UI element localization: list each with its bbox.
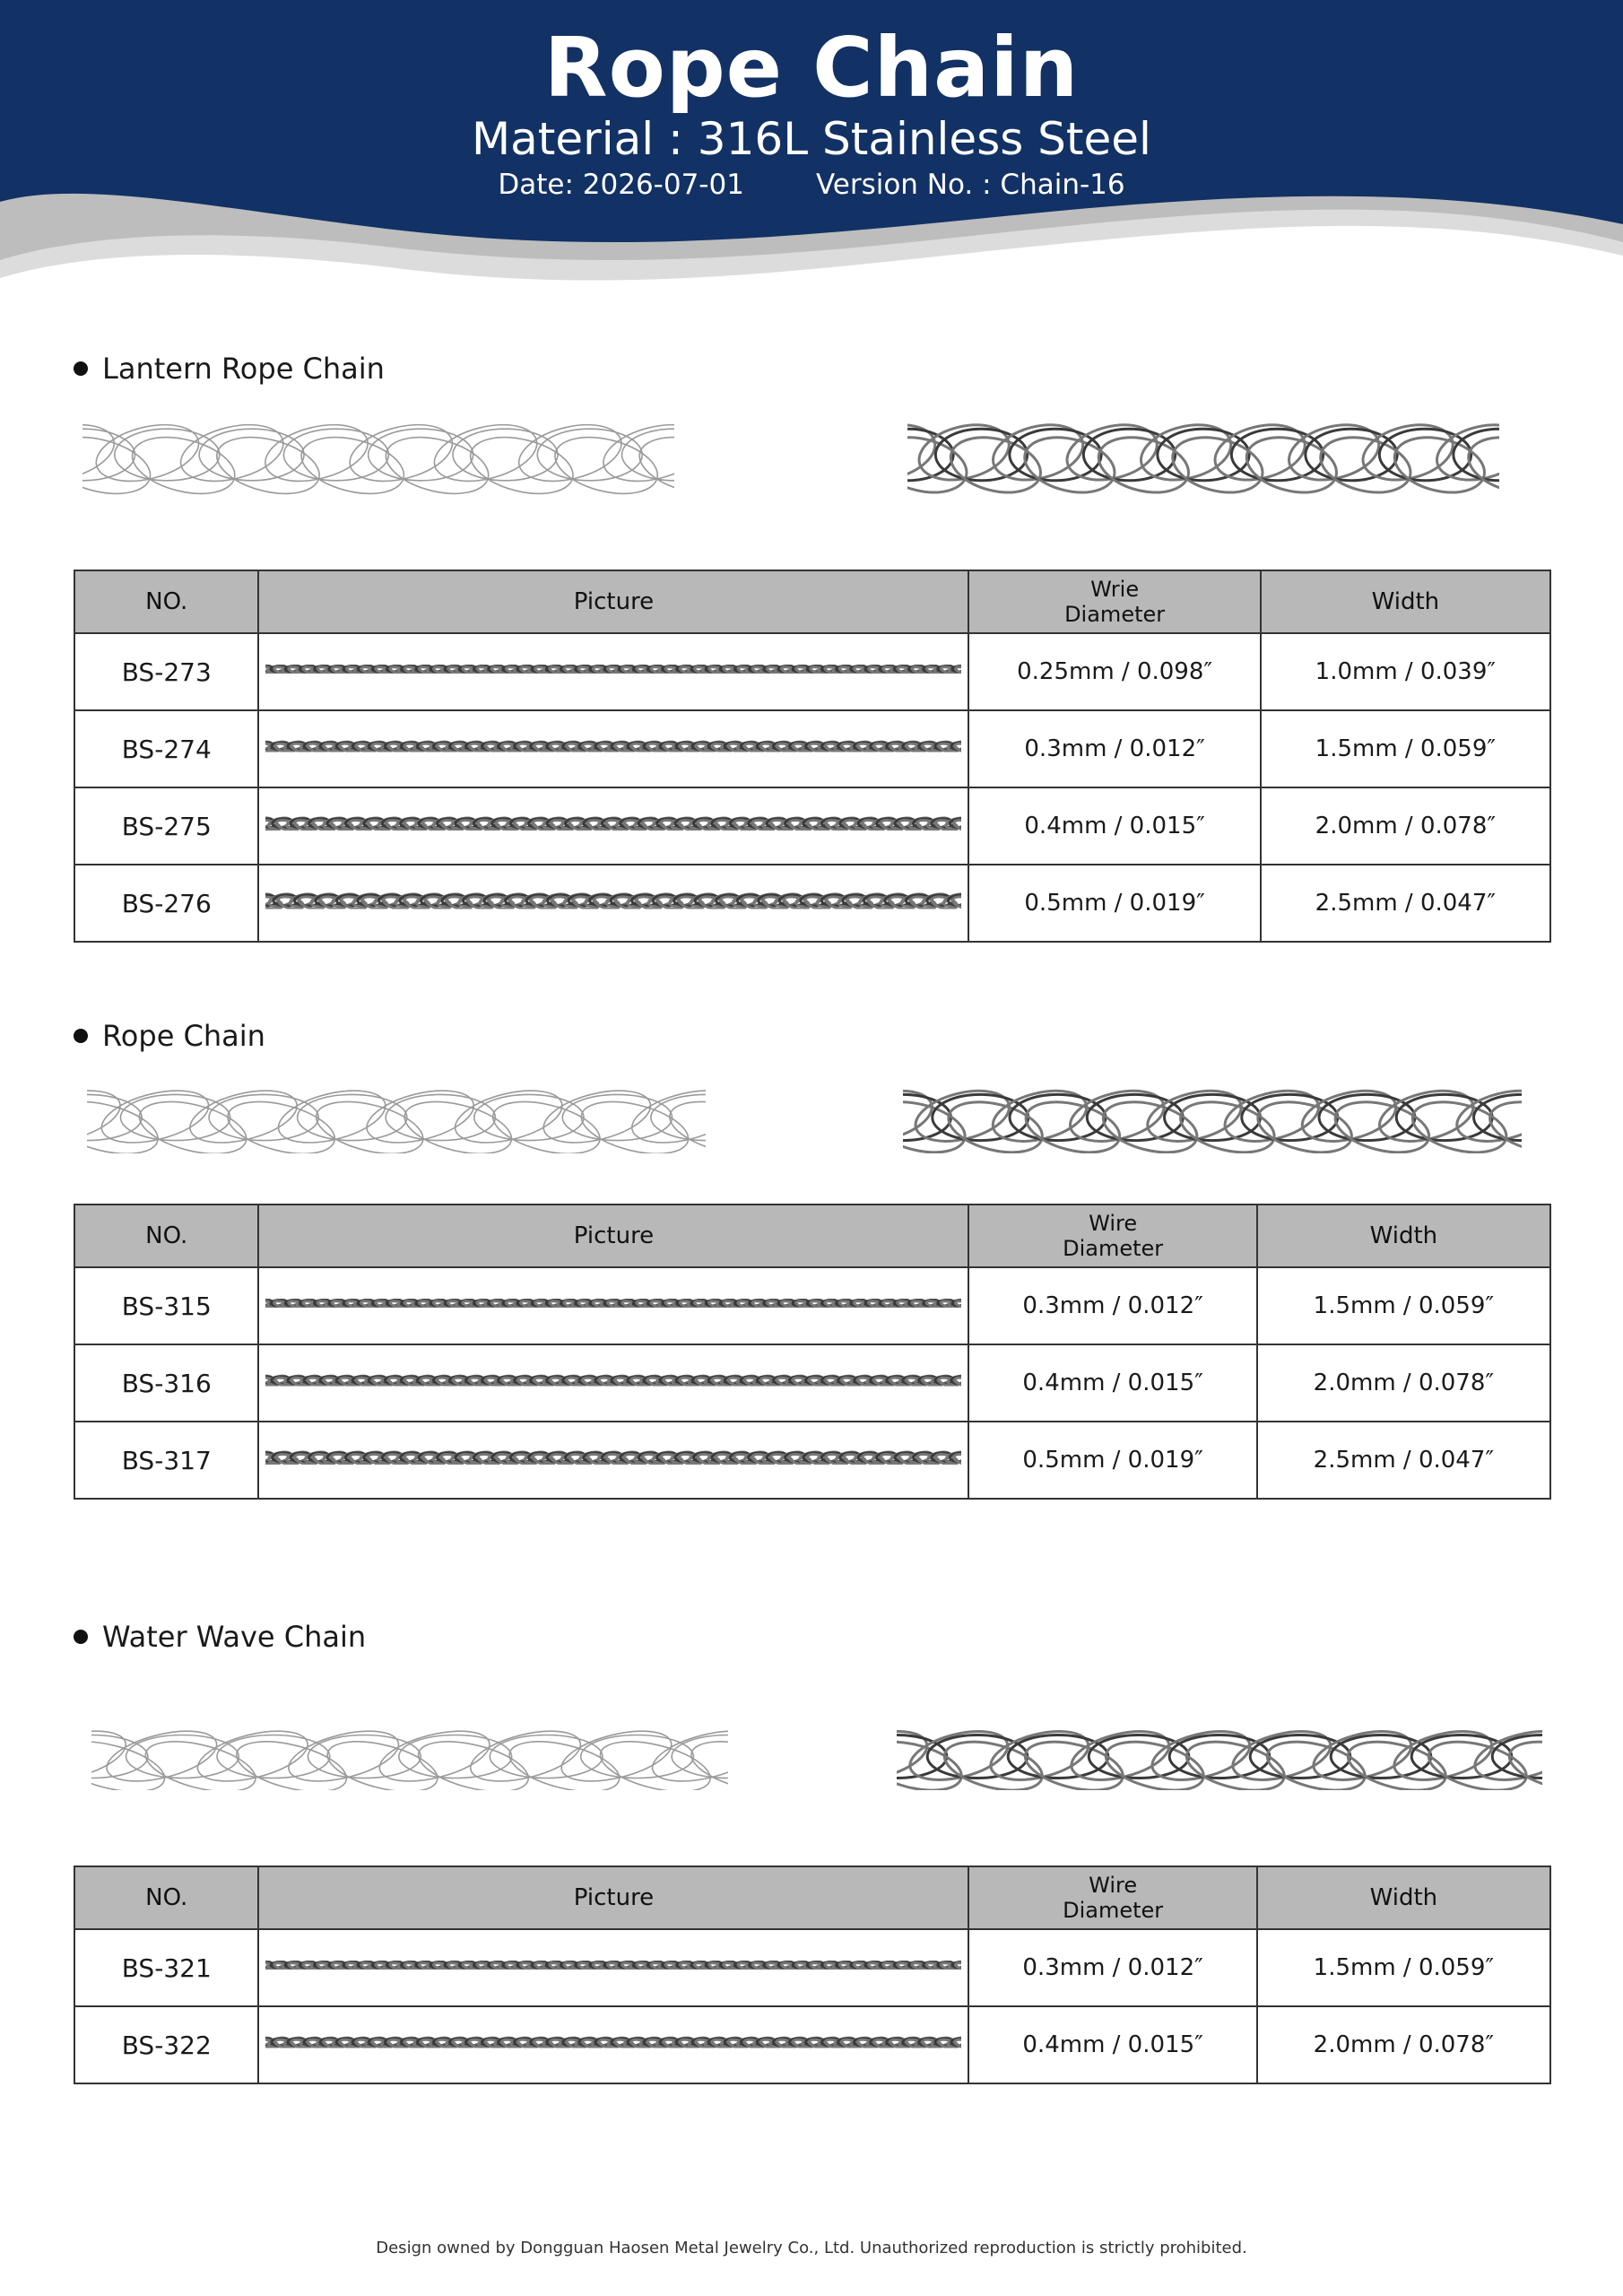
width-value: 1.5mm / 0.059″ <box>1261 710 1550 787</box>
chain-picture <box>258 710 968 787</box>
header-width: Width <box>1257 1866 1550 1929</box>
wire-diameter-value: 0.5mm / 0.019″ <box>968 1422 1256 1499</box>
header-no: NO. <box>74 1205 258 1267</box>
spec-table <box>74 570 1551 943</box>
chain-picture <box>258 865 968 942</box>
table-row <box>74 633 1550 710</box>
chain-strip-image <box>265 883 961 918</box>
table-row <box>74 1929 1550 2006</box>
wire-diameter-value: 0.4mm / 0.015″ <box>968 1344 1256 1422</box>
header-picture: Picture <box>258 570 968 633</box>
item-number: BS-317 <box>74 1422 258 1499</box>
header-wire-diameter: Wire Diameter <box>968 1205 1256 1267</box>
section-title <box>74 352 385 386</box>
wire-diameter-value: 0.3mm / 0.012″ <box>968 710 1260 787</box>
item-number: BS-276 <box>74 865 258 942</box>
version-text: Version No. : Chain-16 <box>815 169 1125 201</box>
item-number: BS-316 <box>74 1344 258 1422</box>
date-text: Date: 2026-07-01 <box>498 169 744 201</box>
header-no: NO. <box>74 570 258 633</box>
header-picture: Picture <box>258 1205 968 1267</box>
header-picture: Picture <box>258 1866 968 1929</box>
table-row <box>74 787 1550 865</box>
item-number: BS-273 <box>74 633 258 710</box>
table-row <box>74 710 1550 787</box>
page-header <box>0 0 1623 305</box>
section-title-text: Rope Chain <box>102 1019 265 1053</box>
chain-photo-image <box>897 1723 1542 1790</box>
chain-strip-image <box>265 1947 961 1983</box>
width-value: 1.5mm / 0.059″ <box>1257 1267 1550 1344</box>
footer-copyright: Design owned by Dongguan Haosen Metal Jewelry Co., Ltd. Unauthorized reproduction is strictly prohibited. <box>376 2239 1247 2257</box>
width-value: 1.0mm / 0.039″ <box>1261 633 1550 710</box>
chain-strip-image <box>265 805 961 841</box>
wire-diameter-value: 0.3mm / 0.012″ <box>968 1267 1256 1344</box>
wire-diameter-value: 0.4mm / 0.015″ <box>968 787 1260 865</box>
bullet-icon <box>74 1630 88 1644</box>
wire-diameter-value: 0.4mm / 0.015″ <box>968 2006 1256 2083</box>
table-row <box>74 2006 1550 2083</box>
chain-strip-image <box>265 651 961 687</box>
header-wire-diameter: Wire Diameter <box>968 1866 1256 1929</box>
page-title: Rope Chain <box>543 20 1080 116</box>
chain-strip-image <box>265 728 961 764</box>
date-version-line <box>0 169 1623 201</box>
chain-picture <box>258 787 968 865</box>
header-wire-diameter: Wrie Diameter <box>968 570 1260 633</box>
chain-picture <box>258 1344 968 1422</box>
table-row <box>74 865 1550 942</box>
width-value: 1.5mm / 0.059″ <box>1257 1929 1550 2006</box>
chain-picture <box>258 633 968 710</box>
spec-table <box>74 1204 1551 1500</box>
chain-picture <box>258 1929 968 2006</box>
item-number: BS-322 <box>74 2006 258 2083</box>
section-title <box>74 1620 366 1654</box>
chain-picture <box>258 2006 968 2083</box>
item-number: BS-315 <box>74 1267 258 1344</box>
width-value: 2.5mm / 0.047″ <box>1261 865 1550 942</box>
section-title-text: Lantern Rope Chain <box>102 352 385 386</box>
table-row <box>74 1344 1550 1422</box>
width-value: 2.0mm / 0.078″ <box>1257 2006 1550 2083</box>
wire-diameter-value: 0.25mm / 0.098″ <box>968 633 1260 710</box>
spec-table <box>74 1866 1551 2084</box>
chain-picture <box>258 1267 968 1344</box>
chain-strip-image <box>265 1439 961 1475</box>
item-number: BS-274 <box>74 710 258 787</box>
header-width: Width <box>1261 570 1550 633</box>
width-value: 2.0mm / 0.078″ <box>1261 787 1550 865</box>
width-value: 2.0mm / 0.078″ <box>1257 1344 1550 1422</box>
table-row <box>74 1267 1550 1344</box>
section-title-text: Water Wave Chain <box>102 1620 367 1654</box>
bullet-icon <box>74 361 88 376</box>
chain-photo-image <box>907 414 1499 495</box>
width-value: 2.5mm / 0.047″ <box>1257 1422 1550 1499</box>
header-width: Width <box>1257 1205 1550 1267</box>
item-number: BS-321 <box>74 1929 258 2006</box>
chain-sketch-image <box>91 1723 728 1790</box>
wire-diameter-value: 0.3mm / 0.012″ <box>968 1929 1256 2006</box>
chain-sketch-image <box>87 1082 706 1153</box>
table-row <box>74 1422 1550 1499</box>
section-title <box>74 1019 265 1053</box>
chain-strip-image <box>265 1285 961 1321</box>
header-no: NO. <box>74 1866 258 1929</box>
chain-picture <box>258 1422 968 1499</box>
chain-sketch-image <box>82 414 674 495</box>
chain-strip-image <box>265 1362 961 1398</box>
chain-strip-image <box>265 2024 961 2060</box>
item-number: BS-275 <box>74 787 258 865</box>
wire-diameter-value: 0.5mm / 0.019″ <box>968 865 1260 942</box>
material-subtitle: Material : 316L Stainless Steel <box>472 113 1151 165</box>
chain-photo-image <box>903 1082 1522 1153</box>
bullet-icon <box>74 1029 88 1043</box>
